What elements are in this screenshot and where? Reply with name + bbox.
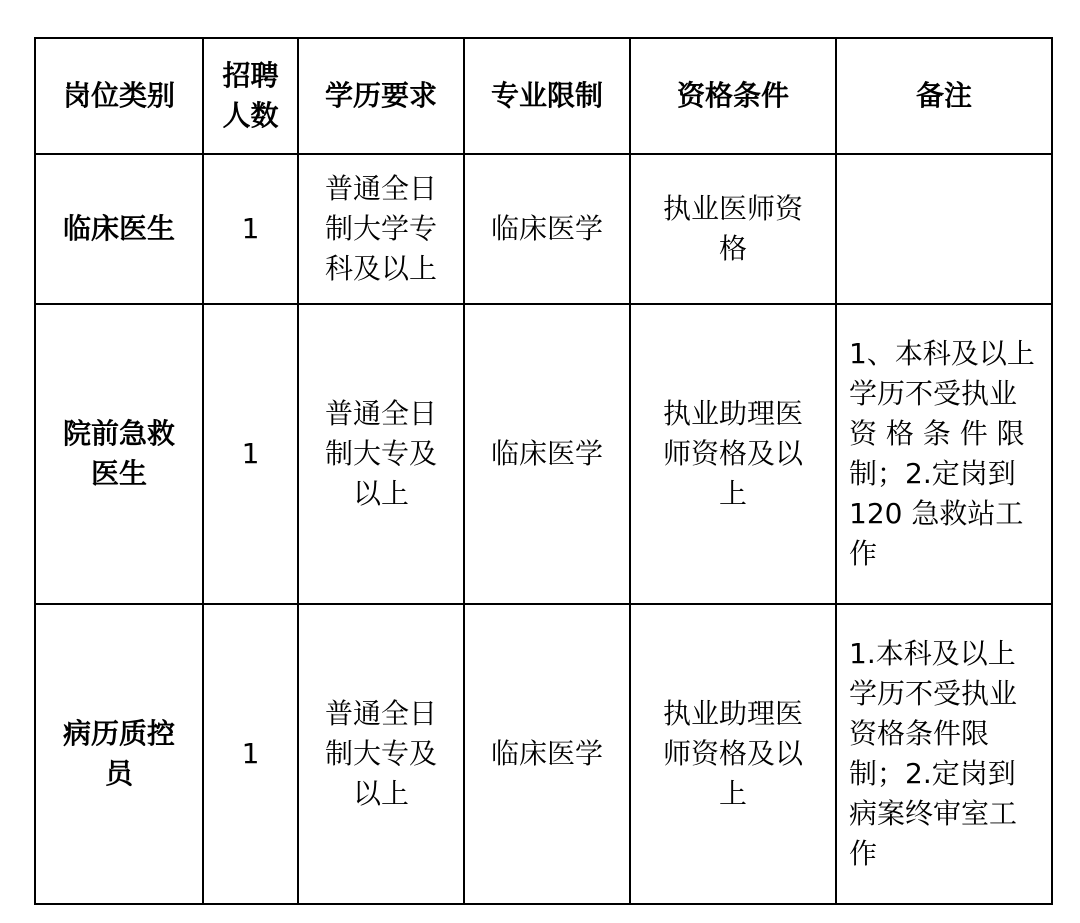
cell-count: 1	[203, 154, 298, 304]
header-qualification: 资格条件	[630, 38, 836, 154]
cell-major: 临床医学	[464, 154, 630, 304]
header-category: 岗位类别	[35, 38, 203, 154]
cell-remarks	[836, 154, 1052, 304]
header-count: 招聘 人数	[203, 38, 298, 154]
cell-count: 1	[203, 604, 298, 904]
cell-education: 普通全日 制大专及 以上	[298, 604, 464, 904]
recruitment-table	[34, 37, 1053, 905]
cell-qualification: 执业医师资 格	[630, 154, 836, 304]
cell-remarks: 1、本科及以上 学历不受执业 资 格 条 件 限 制；2.定岗到 120 急救站工 作	[836, 304, 1052, 604]
cell-education: 普通全日 制大专及 以上	[298, 304, 464, 604]
cell-major: 临床医学	[464, 304, 630, 604]
header-major: 专业限制	[464, 38, 630, 154]
header-education: 学历要求	[298, 38, 464, 154]
table-row	[35, 154, 1052, 304]
cell-category: 病历质控 员	[35, 604, 203, 904]
header-remarks: 备注	[836, 38, 1052, 154]
cell-major: 临床医学	[464, 604, 630, 904]
header-row	[35, 38, 1052, 154]
cell-count: 1	[203, 304, 298, 604]
table-row	[35, 604, 1052, 904]
cell-qualification: 执业助理医 师资格及以 上	[630, 304, 836, 604]
cell-education: 普通全日 制大学专 科及以上	[298, 154, 464, 304]
cell-qualification: 执业助理医 师资格及以 上	[630, 604, 836, 904]
cell-category: 院前急救 医生	[35, 304, 203, 604]
cell-remarks: 1.本科及以上 学历不受执业 资格条件限 制；2.定岗到 病案终审室工 作	[836, 604, 1052, 904]
table-row	[35, 304, 1052, 604]
cell-category: 临床医生	[35, 154, 203, 304]
